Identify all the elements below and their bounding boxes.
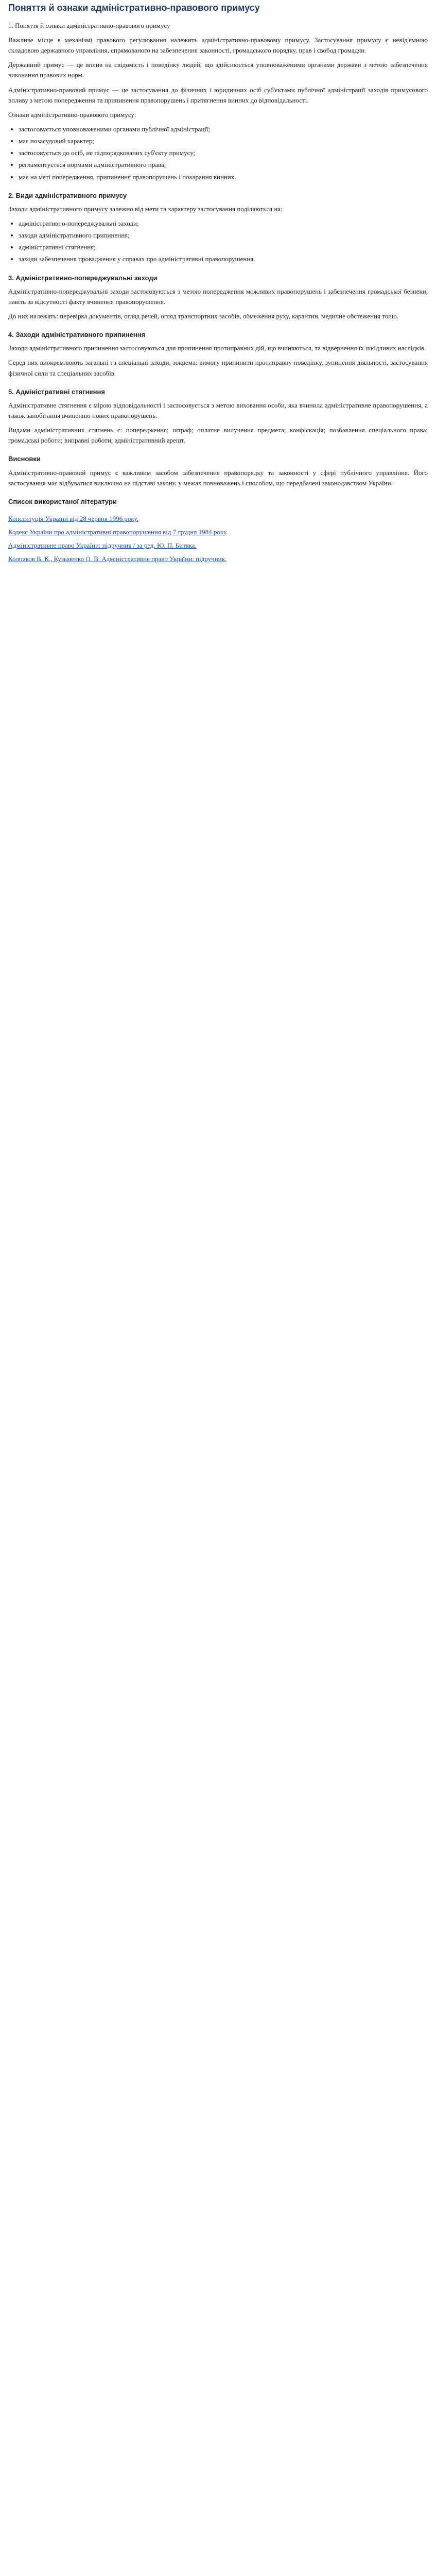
kinds-list: [8, 218, 428, 265]
section-5-paragraph: Адміністративне стягнення є мірою відповідальності і застосовується з метою виховання особи, яка вчинила адміністративне правопорушення, а також запобігання вчиненню нових правопорушень.: [8, 401, 428, 419]
intro-paragraph-3: Адміністративно-правовий примус — це застосування до фізичних і юридичних осіб суб'єктами публічної адміністрації заходів примусового впливу з метою попередження та припинення правопорушень і притягнення винних до відповідальності.: [8, 86, 428, 104]
section-4-paragraph: Заходи адміністративного припинення застосовуються для припинення протиправних дій, що вчиняються, та відвернення їх шкідливих наслідків.: [8, 344, 426, 352]
list-item: • має позасудовий характер;: [19, 136, 428, 146]
section-5-paragraph: Видами адміністративних стягнень є: попередження; штраф; оплатне вилучення предмета; конфіскація; позбавлення спеціального права; громадські роботи; виправні роботи; адміністративний арешт.: [8, 426, 428, 445]
section-3-paragraph: До них належать: перевірка документів, огляд речей, огляд транспортних засобів, обмеження руху, карантин, медичне обстеження тощо.: [8, 312, 399, 320]
reference-item[interactable]: [8, 514, 428, 524]
list-item: • регламентується нормами адміністративного права;: [19, 160, 428, 170]
reference-link[interactable]: Колпаков В. К., Кузьменко О. В. Адміністративне право України: підручник.: [8, 555, 227, 563]
section-4-paragraph: Серед них виокремлюють загальні та спеціальні заходи, зокрема: вимогу припинити протиправну поведінку, зупинення діяльності, застосування фізичної сили та спеціальних засобів.: [8, 359, 428, 377]
reference-item[interactable]: [8, 554, 428, 564]
list-item: • адміністративні стягнення;: [19, 242, 428, 252]
list-item: • заходи адміністративного припинення;: [19, 230, 428, 241]
references-heading: Список використаної літератури: [8, 497, 117, 505]
section-2-heading: 2. Види адміністративного примусу: [8, 191, 127, 199]
reference-link[interactable]: Кодекс України про адміністративні правопорушення від 7 грудня 1984 року.: [8, 528, 228, 536]
reference-item[interactable]: [8, 540, 428, 551]
conclusion-heading: Висновки: [8, 455, 41, 463]
features-heading: Ознаки адміністративно-правового примусу:: [8, 110, 136, 118]
intro-paragraph-2: Державний примус — це вплив на свідомість і поведінку людей, що здійснюється уповноваженими органами держави з метою забезпечення виконання правових норм.: [8, 61, 428, 79]
section-1-heading: 1. Поняття й ознаки адміністративно-правового примусу: [8, 21, 170, 29]
list-item: • має на меті попередження, припинення правопорушень і покарання винних.: [19, 172, 428, 182]
section-3-heading: 3. Адміністративно-попереджувальні заходи: [8, 274, 158, 282]
list-item: • заходи забезпечення провадження у справах про адміністративні правопорушення.: [19, 254, 428, 264]
features-list: [8, 124, 428, 182]
section-3-paragraph: Адміністративно-попереджувальні заходи застосовуються з метою попередження можливих правопорушень і забезпечення громадської безпеки, навіть за відсутності факту вчинення правопорушення.: [8, 287, 428, 306]
page-title: Поняття й ознаки адміністративно-правового примусу: [8, 3, 260, 13]
intro-paragraph-1: Важливе місце в механізмі правового регулювання належить адміністративно-правовому примусу. Застосування примусу є невід'ємною складовою державного управління, спрямованого на забезпечення законності, громадського порядку, прав і свобод громадян.: [8, 36, 428, 55]
reference-link[interactable]: Конституція України від 28 червня 1996 року.: [8, 514, 138, 522]
section-2-intro: Заходи адміністративного примусу залежно від мети та характеру застосування поділяються на:: [8, 205, 283, 213]
section-5-heading: 5. Адміністративні стягнення: [8, 387, 105, 396]
section-4-heading: 4. Заходи адміністративного припинення: [8, 331, 146, 339]
list-item: • застосовується уповноваженими органами публічної адміністрації;: [19, 124, 428, 134]
references-list: [8, 514, 428, 565]
document-page: [0, 0, 436, 584]
reference-item[interactable]: [8, 527, 428, 537]
list-item: • адміністративно-попереджувальні заходи;: [19, 218, 428, 229]
reference-link[interactable]: Адміністративне право України: підручник / за ред. Ю. П. Битяка.: [8, 541, 197, 550]
conclusion-paragraph: Адміністративно-правовий примус є важливим засобом забезпечення правопорядку та законності у сфері публічного управління. Його застосування має відбуватися виключно на підставі закону, у межах повноважень і способом, що передбачені законодавством України.: [8, 468, 428, 487]
list-item: • застосовується до осіб, не підпорядкованих суб'єкту примусу;: [19, 148, 428, 158]
